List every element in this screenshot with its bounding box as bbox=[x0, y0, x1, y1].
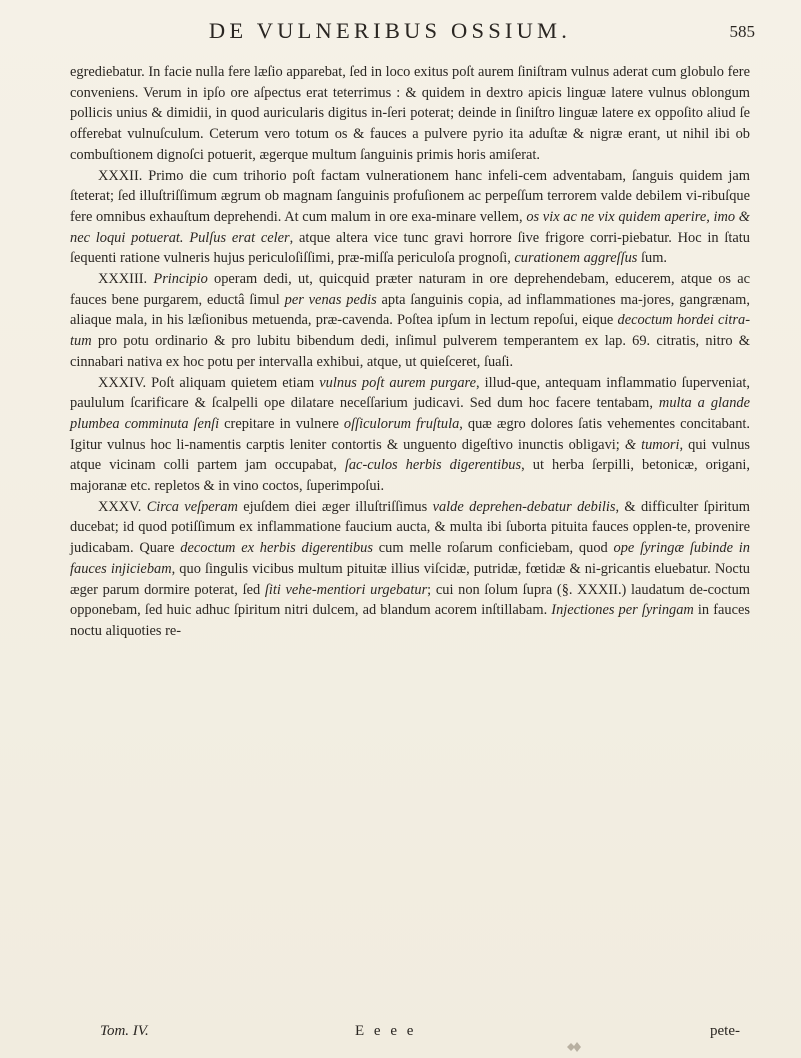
paragraph bbox=[70, 62, 750, 166]
italic-run: curationem aggreſſus bbox=[514, 250, 638, 267]
paragraph bbox=[70, 269, 750, 373]
italic-run: ſac-culos herbis digerentibus bbox=[344, 457, 522, 474]
text-run: XXXIII. bbox=[98, 271, 154, 288]
text-run: , quo ſingulis vicibus multum pituitæ illius viſcidæ, putridæ, fœtidæ & ni-gricantis eluebatur. Noctu æger parum dormire poterat, ſed bbox=[70, 560, 751, 598]
text-run: ſum. bbox=[637, 250, 667, 267]
italic-run: ope ſyringæ ſubinde in fauces injiciebam bbox=[70, 540, 750, 577]
italic-run: vulnus poſt aurem purgare bbox=[319, 374, 476, 391]
body-text bbox=[70, 62, 750, 642]
paragraph bbox=[70, 166, 750, 270]
italic-run: Injectiones per ſyringam bbox=[551, 602, 694, 619]
italic-run: os vix ac ne vix quidem aperire, imo & nec loqui potuerat. Pulſus erat celer bbox=[70, 208, 750, 246]
text-run: in fauces noctu aliquoties re- bbox=[70, 602, 750, 639]
text-run: , atque altera vice tunc gravi horrore ſive frigore corri-piebatur. Hoc in ſtatu ſequenti ratione vulneris hujus periculoſiſſimi, præ-miſſa periculoſa prognoſi, bbox=[70, 229, 750, 267]
italic-run: Circa veſperam bbox=[146, 498, 238, 515]
italic-run: decoctum ex herbis digerentibus bbox=[180, 540, 373, 557]
text-run: egrediebatur. In facie nulla fere læſio apparebat, ſed in loco exitus poſt aurem ſiniſtram vulnus aderat cum globulo fere conveniens. Verum in ipſo ore aſpectus erat teterrimus : & quidem in dextro apicis linguæ latere vulnus oblongum pollicis unius & dimidii, in quod auricularis digitus in-ſeri poterat; deinde in ſiniſtro linguæ latere ex oppoſito aliud ſe offerebat vulnuſculum. Ceterum vero totum os & fauces a pulvere pyrio ita aduſtæ & nigræ erant, ut nihil ibi ob combuſtionem dignoſci potuerit, ægerque multum ſanguinis primis horis amiſerat. bbox=[70, 64, 750, 163]
page-number: 585 bbox=[729, 22, 755, 41]
italic-run: ſiti vehe-mentiori urgebatur bbox=[264, 581, 428, 598]
text-run: ; cui non ſolum ſupra (§. XXXII.) laudatum de-coctum opponebam, ſed huic adhuc ſpiritum nitri dulcem, ad blandum acorem inſtillabam. bbox=[70, 581, 750, 619]
text-run: XXXIV. Poſt aliquam quietem etiam bbox=[98, 374, 320, 391]
text-run: operam dedi, ut, quicquid præter naturam in ore deprehendebam, educerem, atque os ac fauces bene purgarem, eductâ ſimul bbox=[70, 271, 751, 308]
text-run: , quæ ægro dolores ſatis vehementes concitabant. Igitur vulnus hoc li-namentis carptis leniter contortis & unguento digeſtivo inunctis obligavi; bbox=[70, 415, 750, 453]
italic-run: valde deprehen-debatur debilis bbox=[432, 498, 616, 515]
italic-run: per venas pedis bbox=[284, 291, 377, 308]
page-footer bbox=[100, 1023, 740, 1047]
italic-run: & tumori bbox=[624, 436, 680, 453]
text-run: ejuſdem diei æger illuſtriſſimus bbox=[237, 498, 433, 515]
catchword: pete- bbox=[710, 1023, 740, 1039]
text-run: pro potu ordinario & pro lubitu bibendum dedi, inſimul pulverem temperantem ex lap. 69. citratis, nitro & cinnabari nativa ex hoc potu per intervalla exhibui, atque, ut quieſceret, ſuaſi. bbox=[70, 333, 750, 370]
text-run: XXXII. Primo die cum trihorio poſt factam vulnerationem hanc infeli-cem adventabam, ſanguis quidem jam ſteterat; ſed illuſtriſſimum ægrum ob magnam ſanguinis profuſionem ac perpeſſum terrorem valde debilem vi-ribuſque fere omnibus exhauſtum deprehendi. At cum malum in ore exa-minare vellem, bbox=[70, 167, 750, 225]
text-run: , illud-que, antequam inflammatio ſuperveniat, paululum ſcarificare & ſcalpelli ope dilatare neceſſarium judicavi. Sed dum hoc facere tentabam, bbox=[70, 374, 750, 412]
italic-run: decoctum hordei citra-tum bbox=[70, 312, 751, 350]
text-run: , qui vulnus atque vicinam colli partem jam occupabat, bbox=[70, 436, 751, 474]
italic-run: multa a glande plumbea comminuta ſenſi bbox=[70, 395, 750, 432]
page-header bbox=[70, 18, 761, 58]
volume-mark: Tom. IV. bbox=[100, 1023, 149, 1039]
text-run: cum melle roſarum conficiebam, quod bbox=[372, 540, 614, 557]
paragraph bbox=[70, 373, 750, 497]
text-run: , ut herba ſerpilli, betonicæ, origani, majoranæ etc. repletos & in vino coctos, ſuperimpoſui. bbox=[70, 457, 750, 495]
signature-mark: E e e e bbox=[355, 1023, 417, 1039]
text-run: apta ſanguinis copia, ad inflammationes ma-jores, gangrænam, aliaque mala, in his læſionibus metuenda, præ-cavenda. Poſtea ipſum in lectum repoſui, eique bbox=[70, 291, 750, 329]
italic-run: oſſiculorum fruſtula bbox=[343, 415, 460, 432]
text-run: crepitare in vulnere bbox=[219, 415, 344, 432]
ink-blot-icon bbox=[565, 1040, 583, 1054]
text-run: XXXV. bbox=[98, 498, 147, 515]
running-title: DE VULNERIBUS OSSIUM. bbox=[208, 18, 572, 43]
italic-run: Principio bbox=[153, 271, 208, 288]
text-run: , & difficulter ſpiritum ducebat; id quod potiſſimum ex inflammatione faucium aucta, & multa ibi ſuborta pituita fauces opplen-te, provenire judicabam. Quare bbox=[70, 498, 751, 557]
paragraph bbox=[70, 497, 750, 642]
